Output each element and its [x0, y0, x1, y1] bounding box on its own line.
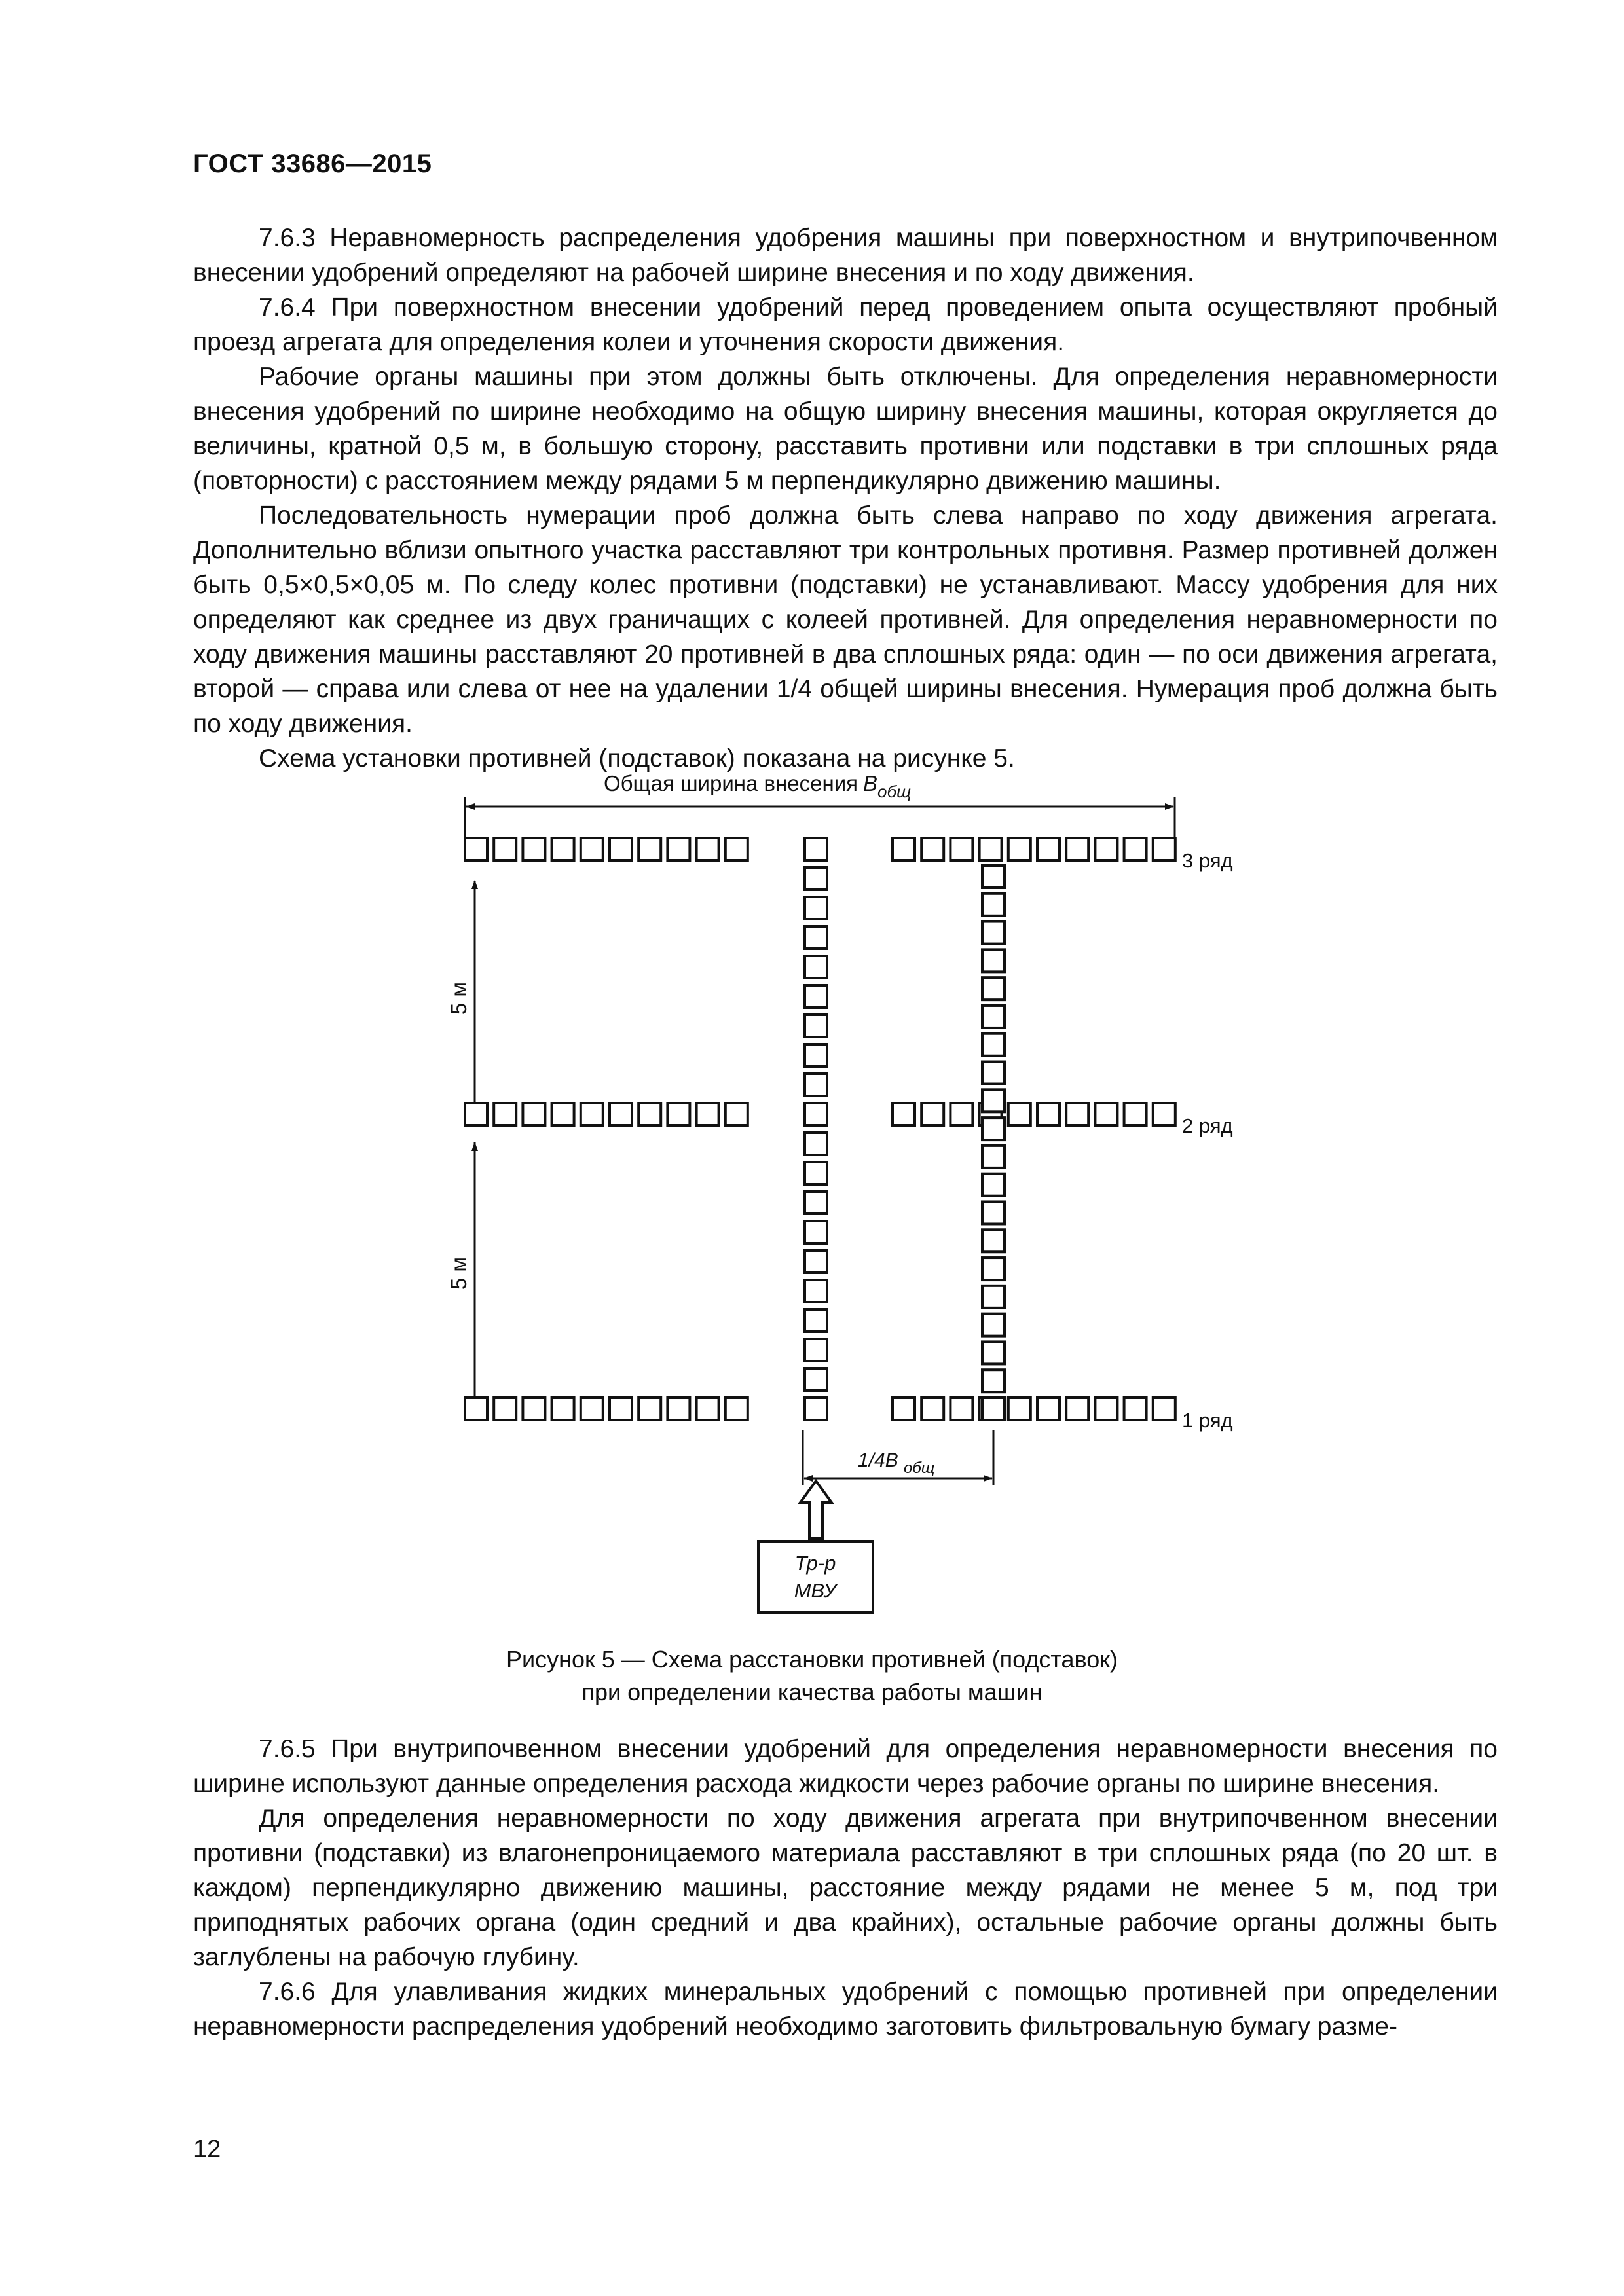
- offset-column-tray: [982, 1201, 1005, 1224]
- row-2-right-tray: [1153, 1103, 1175, 1125]
- figure-caption: [0, 1643, 1624, 1709]
- direction-arrow-icon: [800, 1481, 832, 1539]
- tray-layout-diagram: [0, 759, 1624, 1676]
- row-2-left-tray: [494, 1103, 516, 1125]
- row-1-right-tray: [1008, 1398, 1031, 1420]
- center-column-tray: [805, 1339, 827, 1361]
- center-column-tray: [805, 1280, 827, 1302]
- center-column-tray: [805, 1044, 827, 1066]
- page-number: 12: [193, 2136, 221, 2163]
- total-width-label: Общая ширина внесения: [603, 771, 858, 795]
- row-3-left-tray: [697, 838, 719, 860]
- row-3-right-tray: [980, 838, 1002, 860]
- row-1-right-tray: [1153, 1398, 1175, 1420]
- row-3-right-tray: [893, 838, 915, 860]
- paragraph-subsoil-application: Для определения неравномерности по ходу движения агрегата при внутрипочвенном внесении противни (подставки) из влагонепроницаемого материала расставляют в три сплошных ряда (по 20 шт. в каждом) перпендикулярно движению машины, расстояние между рядами не менее 5 м, под три приподнятых рабочих органа (один средний и два крайних), остальные рабочие органы должны быть заглублены на рабочую глубину.: [193, 1804, 1498, 1971]
- row-3-left-tray: [581, 838, 603, 860]
- offset-column-tray: [982, 1230, 1005, 1252]
- row-1-left-tray: [610, 1398, 632, 1420]
- tractor-label-line1: Тр-р: [794, 1552, 836, 1575]
- row-2-left-tray: [726, 1103, 748, 1125]
- center-column-tray: [805, 1250, 827, 1273]
- row-2-left-tray: [523, 1103, 545, 1125]
- paragraph-numbering: Последовательность нумерации проб должна быть слева направо по ходу движения агрегата. Дополнительно вблизи опытного участка расставляют три контрольных противня. Размер противней должен быть 0,5×0,5×0,05 м. По следу колес противни (подставки) не устанавливают. Массу удобрения для них определяют как среднее из двух граничащих с колеей противней. Для определения неравномерности по ходу движения машины расставляют 20 противней в два сплошных ряда: один — по оси движения агрегата, второй — справа или слева от нее на удалении 1/4 общей ширины внесения. Нумерация проб должна быть по ходу движения.: [193, 501, 1498, 738]
- center-column-tray: [805, 1368, 827, 1391]
- total-width-subscript: общ: [877, 782, 912, 801]
- row-3-left-tray: [523, 838, 545, 860]
- row-2-right-tray: [1008, 1103, 1031, 1125]
- center-column-tray: [805, 956, 827, 978]
- figure-5: [0, 759, 1624, 1676]
- center-column-tray: [805, 1192, 827, 1214]
- offset-column-tray: [982, 1258, 1005, 1280]
- row-1-left-tray: [552, 1398, 574, 1420]
- caption-line-1: Рисунок 5 — Схема расстановки противней (подставок): [506, 1646, 1118, 1673]
- offset-column-tray: [982, 1062, 1005, 1084]
- paragraph-7-6-5: 7.6.5 При внутрипочвенном внесении удобрений для определения неравномерности внесения по ширине используют данные определения расхода жидкости через рабочие органы по ширине внесения.: [193, 1735, 1498, 1798]
- row-1-left-tray: [494, 1398, 516, 1420]
- row-3-left-tray: [726, 838, 748, 860]
- paragraph-7-6-4: 7.6.4 При поверхностном внесении удобрений перед проведением опыта осуществляют пробный проезд агрегата для определения колеи и уточнения скорости движения.: [193, 293, 1498, 356]
- offset-column-tray: [982, 1034, 1005, 1056]
- spacing-label-upper: 5 м: [447, 981, 471, 1015]
- row-1-right-tray: [893, 1398, 915, 1420]
- row-2-right-tray: [1037, 1103, 1060, 1125]
- offset-column-tray: [982, 894, 1005, 916]
- center-column-tray: [805, 1221, 827, 1243]
- center-column-tray: [805, 1074, 827, 1096]
- offset-column-tray: [982, 1118, 1005, 1140]
- row-2-right-tray: [921, 1103, 944, 1125]
- row-label-1: 1 ряд: [1182, 1409, 1233, 1432]
- row-1-left-tray: [697, 1398, 719, 1420]
- row-2-right-tray: [950, 1103, 972, 1125]
- offset-column-tray: [982, 1398, 1005, 1420]
- text-section-bottom: [193, 1732, 1498, 2044]
- trays-group: [465, 838, 1175, 1420]
- row-2-right-tray: [1066, 1103, 1088, 1125]
- row-3-right-tray: [1095, 838, 1117, 860]
- quarter-label: 1/4B: [858, 1449, 898, 1471]
- row-3-left-tray: [552, 838, 574, 860]
- offset-column-tray: [982, 866, 1005, 888]
- row-3-left-tray: [465, 838, 487, 860]
- row-3-left-tray: [610, 838, 632, 860]
- spacing-label-lower: 5 м: [447, 1256, 471, 1290]
- row-1-right-tray: [1066, 1398, 1088, 1420]
- total-width-symbol: B: [863, 771, 878, 795]
- row-2-left-tray: [697, 1103, 719, 1125]
- row-3-left-tray: [667, 838, 690, 860]
- paragraph-7-6-6: 7.6.6 Для улавливания жидких минеральных удобрений с помощью противней при определении неравномерности распределения удобрений необходимо заготовить фильтровальную бумагу разме-: [193, 1978, 1498, 2041]
- row-1-right-tray: [950, 1398, 972, 1420]
- row-3-right-tray: [950, 838, 972, 860]
- text-section-top: [193, 221, 1498, 776]
- row-3-right-tray: [1008, 838, 1031, 860]
- row-1-left-tray: [465, 1398, 487, 1420]
- center-column-tray: [805, 1309, 827, 1332]
- center-column-tray: [805, 985, 827, 1008]
- row-3-right-tray: [1153, 838, 1175, 860]
- center-column-tray: [805, 1103, 827, 1125]
- offset-column-tray: [982, 949, 1005, 972]
- row-1-left-tray: [667, 1398, 690, 1420]
- offset-column-tray: [982, 1006, 1005, 1028]
- row-2-left-tray: [465, 1103, 487, 1125]
- tractor-label-line2: МВУ: [794, 1579, 837, 1602]
- row-2-left-tray: [638, 1103, 661, 1125]
- offset-column-tray: [982, 1089, 1005, 1112]
- row-1-left-tray: [726, 1398, 748, 1420]
- center-column-tray: [805, 1133, 827, 1155]
- row-3-right-tray: [921, 838, 944, 860]
- row-2-left-tray: [581, 1103, 603, 1125]
- paragraph-figure-reference: Схема установки противней (подставок) показана на рисунке 5.: [259, 744, 1015, 773]
- offset-column-tray: [982, 922, 1005, 944]
- offset-column-tray: [982, 1146, 1005, 1168]
- center-column-tray: [805, 926, 827, 949]
- row-3-left-tray: [494, 838, 516, 860]
- row-3-right-tray: [1124, 838, 1147, 860]
- center-column-tray: [805, 1162, 827, 1184]
- row-2-left-tray: [610, 1103, 632, 1125]
- row-1-right-tray: [1124, 1398, 1147, 1420]
- offset-column-tray: [982, 1174, 1005, 1196]
- document-header: ГОСТ 33686—2015: [193, 149, 432, 178]
- row-2-right-tray: [893, 1103, 915, 1125]
- center-column-tray: [805, 1015, 827, 1037]
- row-2-right-tray: [1095, 1103, 1117, 1125]
- row-3-right-tray: [1037, 838, 1060, 860]
- paragraph-7-6-3: 7.6.3 Неравномерность распределения удобрения машины при поверхностном и внутрипочвенном внесении удобрений определяют на рабочей ширине внесения и по ходу движения.: [193, 224, 1498, 287]
- row-2-left-tray: [667, 1103, 690, 1125]
- row-3-left-tray: [638, 838, 661, 860]
- row-3-right-tray: [1066, 838, 1088, 860]
- row-2-right-tray: [1124, 1103, 1147, 1125]
- center-column-tray: [805, 897, 827, 919]
- row-1-left-tray: [581, 1398, 603, 1420]
- offset-column-tray: [982, 977, 1005, 1000]
- caption-line-2: при определении качества работы машин: [581, 1679, 1043, 1705]
- quarter-subscript: общ: [904, 1459, 935, 1477]
- row-1-left-tray: [523, 1398, 545, 1420]
- offset-column-tray: [982, 1286, 1005, 1308]
- center-column-tray: [805, 867, 827, 890]
- row-2-left-tray: [552, 1103, 574, 1125]
- offset-column-tray: [982, 1314, 1005, 1336]
- row-label-3: 3 ряд: [1182, 849, 1233, 872]
- row-1-left-tray: [638, 1398, 661, 1420]
- row-1-right-tray: [1095, 1398, 1117, 1420]
- row-label-2: 2 ряд: [1182, 1114, 1233, 1137]
- center-column-tray: [805, 1398, 827, 1420]
- center-column-tray: [805, 838, 827, 860]
- paragraph-working-organs: Рабочие органы машины при этом должны быть отключены. Для определения неравномерности внесения удобрений по ширине необходимо на общую ширину внесения машины, которая округляется до величины, кратной 0,5 м, в большую сторону, расставить противни или подставки в три сплошных ряда (повторности) с расстоянием между рядами 5 м перпендикулярно движению машины.: [193, 363, 1498, 495]
- offset-column-tray: [982, 1370, 1005, 1392]
- offset-column-tray: [982, 1341, 1005, 1364]
- row-1-right-tray: [1037, 1398, 1060, 1420]
- row-1-right-tray: [921, 1398, 944, 1420]
